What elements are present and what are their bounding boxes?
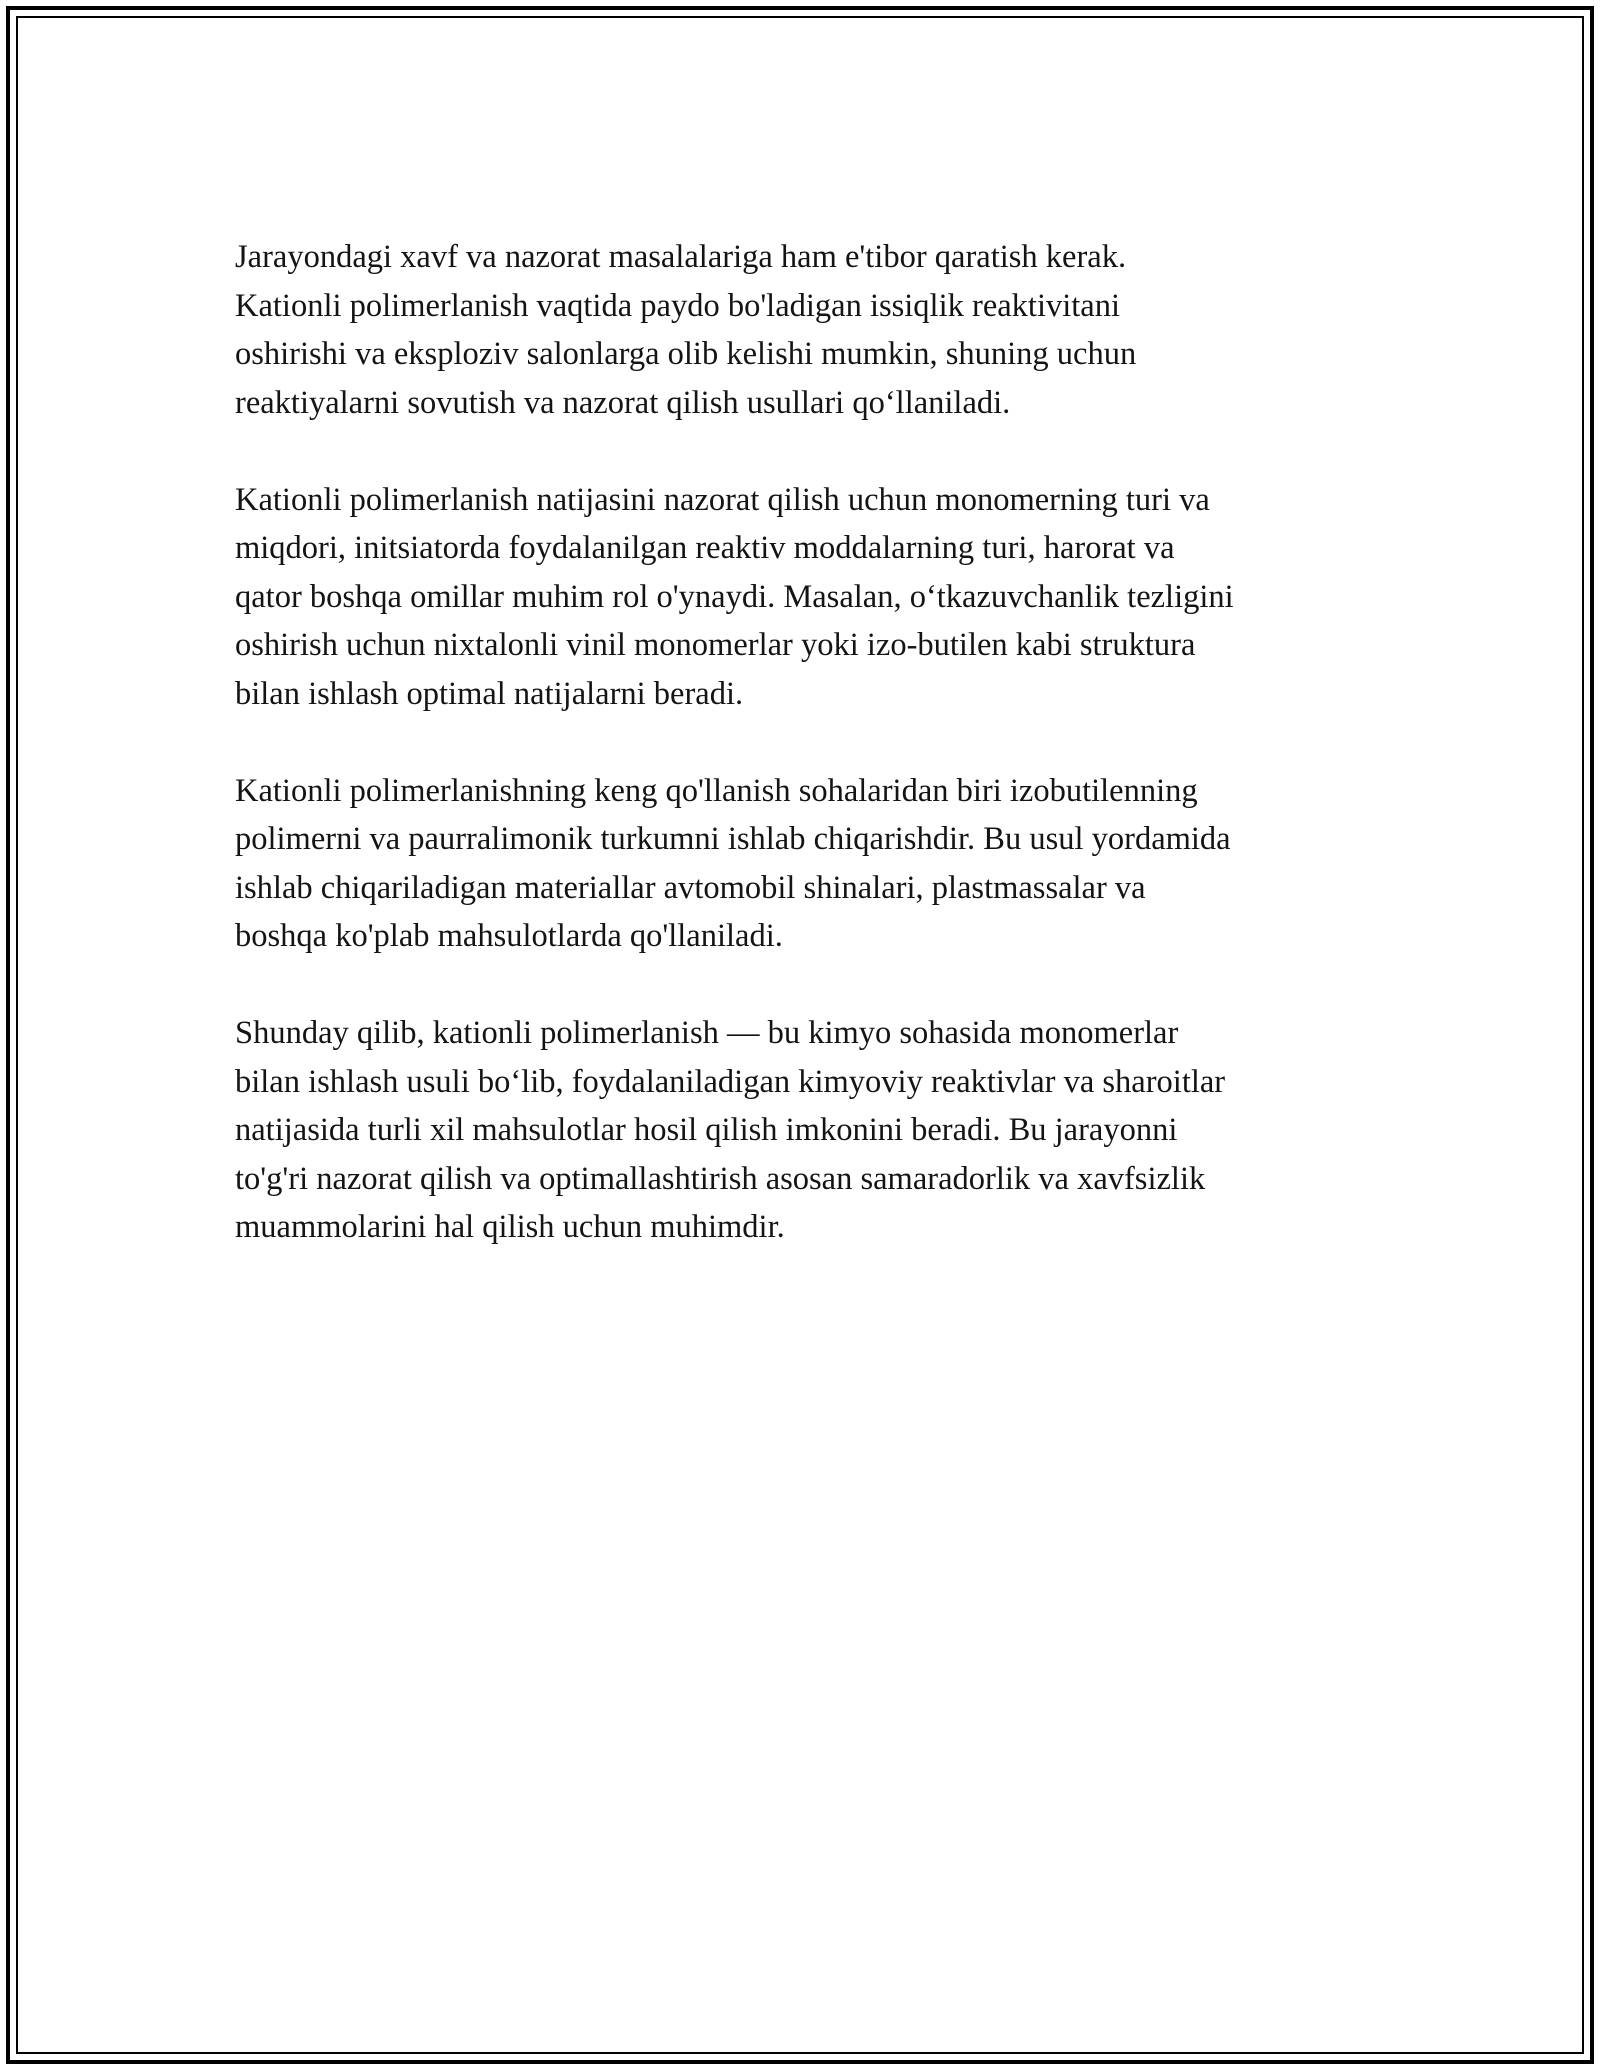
document-body	[235, 233, 1375, 1300]
paragraph-conclusion: Shunday qilib, kationli polimerlanish — bu kimyo sohasida monomerlar bilan ishlash usuli bo‘lib, foydalaniladigan kimyoviy reaktivlar va sharoitlar natijasida turli xil mahsulotlar hosil qilish imkonini beradi. Bu jarayonni to'g'ri nazorat qilish va optimallashtirish asosan samaradorlik va xavfsizlik muammolarini hal qilish uchun muhimdir.	[235, 1015, 1226, 1245]
paragraph-result-control: Kationli polimerlanish natijasini nazorat qilish uchun monomerning turi va miqdori, initsiatorda foydalanilgan reaktiv moddalarning turi, harorat va qator boshqa omillar muhim rol o'ynaydi. Masalan, o‘tkazuvchanlik tezligini oshirish uchun nixtalonli vinil monomerlar yoki izo-butilen kabi struktura bilan ishlash optimal natijalarni beradi.	[235, 481, 1234, 712]
paragraph-applications: Kationli polimerlanishning keng qo'llanish sohalaridan biri izobutilenning polimerni va paurralimonik turkumni ishlab chiqarishdir. Bu usul yordamida ishlab chiqariladigan materiallar avtomobil shinalari, plastmassalar va boshqa ko'plab mahsulotlarda qo'llaniladi.	[235, 772, 1231, 954]
paragraph-hazard-control: Jarayondagi xavf va nazorat masalalariga ham e'tibor qaratish kerak. Kationli polimerlanish vaqtida paydo bo'ladigan issiqlik reaktivitani oshirishi va eksploziv salonlarga olib kelishi mumkin, shuning uchun reaktiyalarni sovutish va nazorat qilish usullari qo‘llaniladi.	[235, 239, 1137, 421]
